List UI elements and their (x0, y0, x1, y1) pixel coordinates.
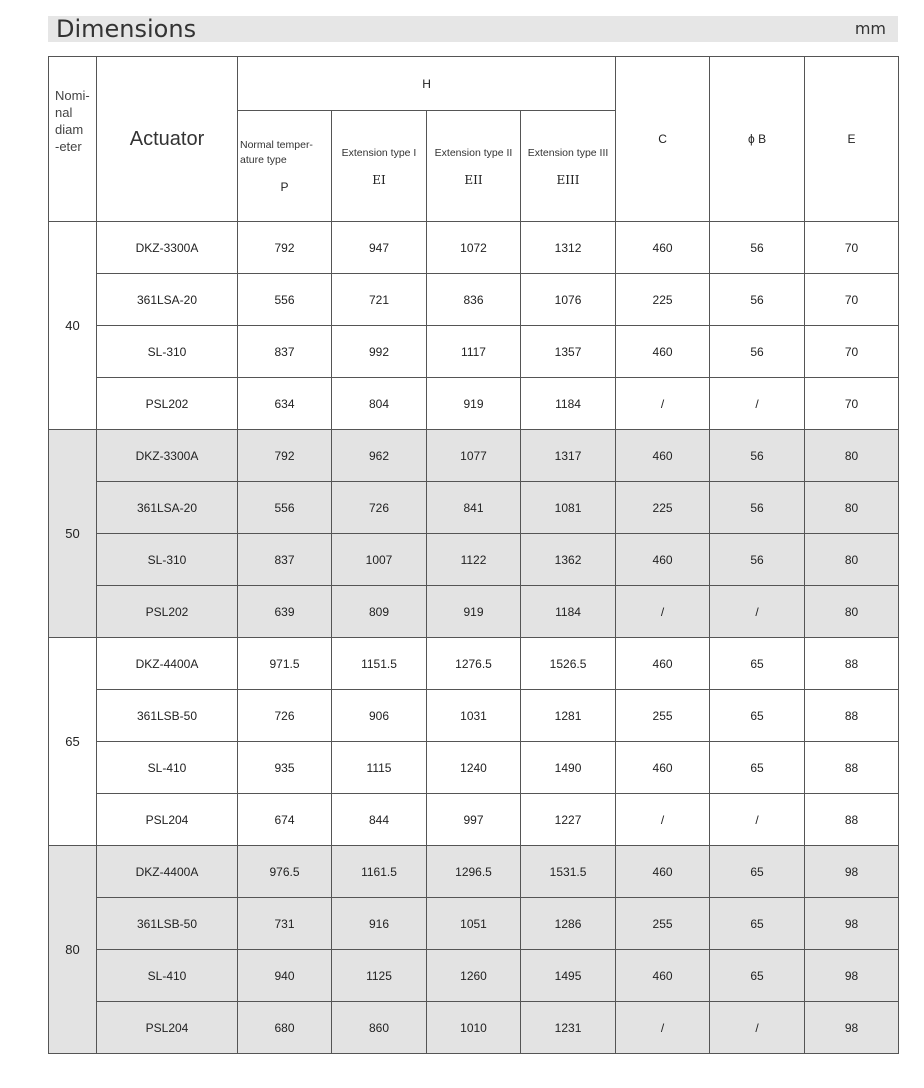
p-cell: 731 (238, 898, 332, 950)
eii-cell: 1276.5 (427, 638, 521, 690)
p-cell: 792 (238, 222, 332, 274)
c-cell: 460 (616, 430, 710, 482)
e-cell: 88 (805, 638, 899, 690)
p-cell: 976.5 (238, 846, 332, 898)
eiii-cell: 1317 (521, 430, 616, 482)
c-cell: 460 (616, 326, 710, 378)
h-header: H (238, 57, 616, 111)
e-cell: 88 (805, 742, 899, 794)
c-cell: 225 (616, 482, 710, 534)
phi-b-cell: 56 (710, 430, 805, 482)
phi-b-cell: 56 (710, 222, 805, 274)
actuator-cell: PSL202 (97, 586, 238, 638)
table-row (49, 638, 899, 690)
c-cell: 460 (616, 222, 710, 274)
actuator-cell: SL-310 (97, 534, 238, 586)
c-cell: 255 (616, 898, 710, 950)
c-cell: / (616, 1002, 710, 1054)
actuator-cell: DKZ-3300A (97, 222, 238, 274)
eii-cell: 841 (427, 482, 521, 534)
e1-header-code: EI (372, 172, 386, 187)
nominal-diameter-cell: 65 (49, 638, 97, 846)
e-cell: 80 (805, 534, 899, 586)
e-cell: 98 (805, 898, 899, 950)
eii-cell: 919 (427, 586, 521, 638)
eiii-cell: 1531.5 (521, 846, 616, 898)
phi-b-cell: 65 (710, 846, 805, 898)
eiii-cell: 1227 (521, 794, 616, 846)
e-cell: 70 (805, 274, 899, 326)
e-cell: 98 (805, 846, 899, 898)
p-cell: 837 (238, 534, 332, 586)
ei-cell: 1125 (332, 950, 427, 1002)
ei-cell: 947 (332, 222, 427, 274)
eii-cell: 1010 (427, 1002, 521, 1054)
actuator-cell: PSL204 (97, 1002, 238, 1054)
eii-cell: 919 (427, 378, 521, 430)
actuator-cell: 361LSA-20 (97, 274, 238, 326)
e-cell: 88 (805, 794, 899, 846)
e1-header-label: Extension type I (341, 146, 417, 159)
table-row (49, 274, 899, 326)
eii-cell: 836 (427, 274, 521, 326)
ei-cell: 809 (332, 586, 427, 638)
actuator-cell: PSL202 (97, 378, 238, 430)
e-cell: 70 (805, 378, 899, 430)
e-cell: 80 (805, 482, 899, 534)
actuator-cell: SL-310 (97, 326, 238, 378)
c-cell: 460 (616, 638, 710, 690)
actuator-cell: DKZ-4400A (97, 638, 238, 690)
phi-b-cell: 56 (710, 326, 805, 378)
p-header-code: P (280, 180, 289, 194)
eii-cell: 1051 (427, 898, 521, 950)
p-cell: 971.5 (238, 638, 332, 690)
e1-header (332, 111, 427, 222)
eii-cell: 1260 (427, 950, 521, 1002)
c-cell: 460 (616, 846, 710, 898)
p-cell: 792 (238, 430, 332, 482)
phi-b-cell: 65 (710, 742, 805, 794)
ei-cell: 804 (332, 378, 427, 430)
e-cell: 98 (805, 950, 899, 1002)
e3-header-label: Extension type III (527, 146, 609, 159)
actuator-cell: DKZ-4400A (97, 846, 238, 898)
ei-cell: 721 (332, 274, 427, 326)
eii-cell: 1122 (427, 534, 521, 586)
ei-cell: 1007 (332, 534, 427, 586)
e3-header-code: EIII (556, 172, 580, 187)
table-row (49, 1002, 899, 1054)
dimensions-table (48, 56, 899, 1054)
c-cell: 460 (616, 742, 710, 794)
table-row (49, 794, 899, 846)
table-row (49, 378, 899, 430)
ei-cell: 844 (332, 794, 427, 846)
p-header (238, 111, 332, 222)
e2-header (427, 111, 521, 222)
eiii-cell: 1526.5 (521, 638, 616, 690)
page-title: Dimensions (56, 15, 197, 43)
eiii-cell: 1184 (521, 378, 616, 430)
eii-cell: 1240 (427, 742, 521, 794)
table-row (49, 586, 899, 638)
phi-b-cell: 56 (710, 482, 805, 534)
c-cell: / (616, 378, 710, 430)
p-cell: 837 (238, 326, 332, 378)
actuator-cell: DKZ-3300A (97, 430, 238, 482)
phi-b-cell: / (710, 378, 805, 430)
ei-cell: 992 (332, 326, 427, 378)
nominal-diameter-header-text: Nomi- nal diam -eter (55, 88, 90, 154)
phi-b-cell: 65 (710, 950, 805, 1002)
p-cell: 940 (238, 950, 332, 1002)
table-row (49, 950, 899, 1002)
p-cell: 726 (238, 690, 332, 742)
c-cell: / (616, 586, 710, 638)
title-bar (48, 16, 898, 42)
e-cell: 88 (805, 690, 899, 742)
nominal-diameter-cell: 80 (49, 846, 97, 1054)
table-row (49, 482, 899, 534)
p-cell: 556 (238, 482, 332, 534)
eiii-cell: 1281 (521, 690, 616, 742)
e-cell: 70 (805, 222, 899, 274)
c-cell: / (616, 794, 710, 846)
table-row (49, 898, 899, 950)
phi-b-cell: 65 (710, 690, 805, 742)
eiii-cell: 1184 (521, 586, 616, 638)
ei-cell: 916 (332, 898, 427, 950)
e-cell: 70 (805, 326, 899, 378)
eiii-cell: 1231 (521, 1002, 616, 1054)
c-cell: 225 (616, 274, 710, 326)
eii-cell: 1072 (427, 222, 521, 274)
table-row (49, 222, 899, 274)
p-cell: 674 (238, 794, 332, 846)
phi-b-cell: 56 (710, 534, 805, 586)
table-row (49, 430, 899, 482)
eiii-cell: 1490 (521, 742, 616, 794)
eiii-cell: 1076 (521, 274, 616, 326)
eii-cell: 1077 (427, 430, 521, 482)
table-row (49, 742, 899, 794)
c-cell: 255 (616, 690, 710, 742)
table-row (49, 846, 899, 898)
phi-b-header: ϕ B (710, 57, 805, 222)
e-header: E (805, 57, 899, 222)
eiii-cell: 1495 (521, 950, 616, 1002)
eiii-cell: 1081 (521, 482, 616, 534)
e2-header-label: Extension type II (434, 146, 513, 159)
phi-b-cell: 65 (710, 898, 805, 950)
e-cell: 98 (805, 1002, 899, 1054)
actuator-cell: SL-410 (97, 742, 238, 794)
e2-header-code: EII (464, 172, 483, 187)
actuator-cell: 361LSA-20 (97, 482, 238, 534)
ei-cell: 1115 (332, 742, 427, 794)
nominal-diameter-cell: 40 (49, 222, 97, 430)
ei-cell: 860 (332, 1002, 427, 1054)
actuator-cell: SL-410 (97, 950, 238, 1002)
phi-b-cell: 56 (710, 274, 805, 326)
actuator-cell: PSL204 (97, 794, 238, 846)
e3-header (521, 111, 616, 222)
ei-cell: 962 (332, 430, 427, 482)
phi-b-cell: / (710, 794, 805, 846)
ei-cell: 906 (332, 690, 427, 742)
eii-cell: 997 (427, 794, 521, 846)
unit-label: mm (854, 19, 886, 38)
p-cell: 680 (238, 1002, 332, 1054)
table-row (49, 534, 899, 586)
phi-b-cell: / (710, 1002, 805, 1054)
eiii-cell: 1357 (521, 326, 616, 378)
eiii-cell: 1312 (521, 222, 616, 274)
ei-cell: 726 (332, 482, 427, 534)
c-cell: 460 (616, 534, 710, 586)
eiii-cell: 1286 (521, 898, 616, 950)
e-cell: 80 (805, 586, 899, 638)
table-row (49, 326, 899, 378)
actuator-cell: 361LSB-50 (97, 898, 238, 950)
phi-b-cell: / (710, 586, 805, 638)
c-header: C (616, 57, 710, 222)
ei-cell: 1151.5 (332, 638, 427, 690)
phi-b-cell: 65 (710, 638, 805, 690)
c-cell: 460 (616, 950, 710, 1002)
nominal-diameter-cell: 50 (49, 430, 97, 638)
table-row (49, 690, 899, 742)
actuator-header: Actuator (97, 57, 238, 222)
eii-cell: 1031 (427, 690, 521, 742)
ei-cell: 1161.5 (332, 846, 427, 898)
p-cell: 556 (238, 274, 332, 326)
eiii-cell: 1362 (521, 534, 616, 586)
e-cell: 80 (805, 430, 899, 482)
actuator-cell: 361LSB-50 (97, 690, 238, 742)
p-cell: 935 (238, 742, 332, 794)
eii-cell: 1117 (427, 326, 521, 378)
nominal-diameter-header (49, 57, 97, 222)
p-cell: 639 (238, 586, 332, 638)
p-cell: 634 (238, 378, 332, 430)
p-header-label: Normal temper- ature type (240, 139, 313, 166)
eii-cell: 1296.5 (427, 846, 521, 898)
